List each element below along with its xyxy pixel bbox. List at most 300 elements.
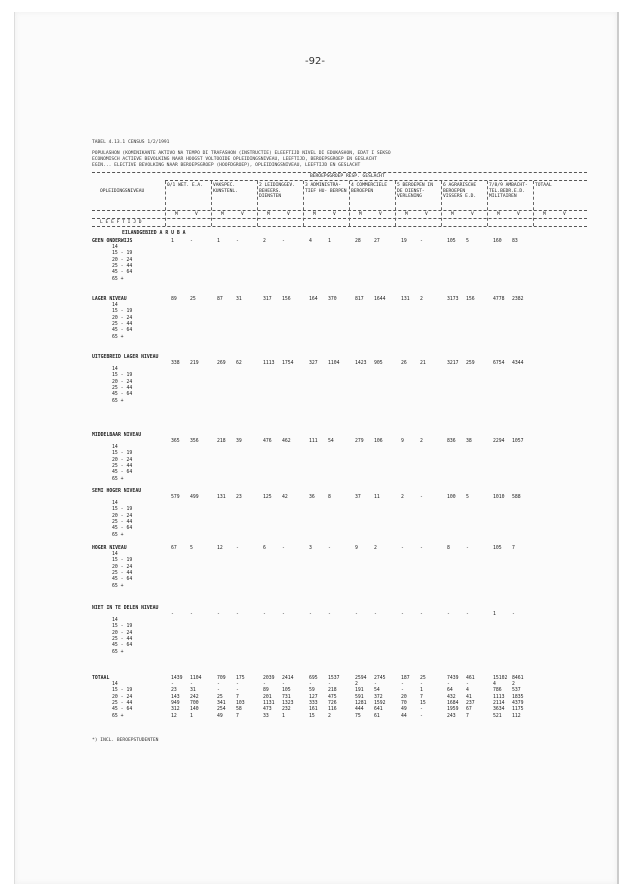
cell-value: 201 — [263, 694, 272, 700]
cell-value: 341 — [217, 700, 226, 706]
cell-value: 87 — [217, 297, 223, 302]
cell-value: 7 — [512, 546, 515, 551]
age-group-label: 14 — [112, 682, 118, 687]
cell-value: 125 — [263, 495, 272, 500]
cell-value: - — [401, 612, 404, 617]
cell-value: 1281 — [355, 700, 367, 706]
column-sex-m: M — [313, 212, 316, 217]
cell-value: 6 — [263, 546, 266, 551]
column-header: 5 BEROEPEN IN DE DIENST- VERLENING — [397, 183, 433, 200]
cell-value: 4344 — [512, 361, 524, 366]
age-group-label: 14 — [112, 501, 118, 506]
cell-value: 75 — [355, 713, 361, 719]
cell-value: 25 — [420, 676, 426, 681]
column-header: 7/8/9 AMBACHT- TEL.BEDR.E.D. MILITAIREN — [489, 183, 528, 200]
cell-value: 143 — [171, 694, 180, 700]
cell-value: 1 — [420, 688, 423, 694]
cell-value: - — [420, 612, 423, 617]
cell-value: 44 — [401, 713, 407, 719]
age-group-label: 45 - 64 — [112, 270, 133, 276]
cell-value: - — [328, 612, 331, 617]
cell-value: 105 — [282, 688, 291, 694]
column-sex-v: V — [425, 212, 428, 217]
cell-value: 49 — [401, 707, 407, 713]
header-rule — [92, 218, 587, 219]
cell-value: - — [374, 682, 377, 687]
cell-value: 2294 — [493, 439, 505, 444]
cell-value: 37 — [355, 495, 361, 500]
cell-value: 106 — [374, 439, 383, 444]
age-group-label: 14 — [112, 552, 118, 557]
cell-value: 7439 — [447, 676, 459, 681]
cell-value: - — [420, 239, 423, 244]
cell-value: 23 — [236, 495, 242, 500]
cell-value: 28 — [355, 239, 361, 244]
cell-value: 100 — [447, 495, 456, 500]
cell-value: 140 — [190, 707, 199, 713]
cell-value: 187 — [401, 676, 410, 681]
cell-value: - — [236, 546, 239, 551]
cell-value: - — [420, 546, 423, 551]
cell-value: 67 — [171, 546, 177, 551]
cell-value: 70 — [401, 700, 407, 706]
column-header: 3 ADMINISTRA- TIEF HU- BERPEN — [305, 183, 347, 194]
cell-value: 105 — [493, 546, 502, 551]
cell-value: 444 — [355, 707, 364, 713]
cell-value: - — [282, 612, 285, 617]
column-sex-v: V — [471, 212, 474, 217]
cell-value: 8 — [447, 546, 450, 551]
cell-value: - — [420, 682, 423, 687]
cell-value: - — [171, 682, 174, 687]
column-sex-m: M — [175, 212, 178, 217]
table-id: TABEL 4.13.1 CENSUS 1/2/1991 — [92, 140, 170, 145]
cell-value: 1592 — [374, 700, 386, 706]
cell-value: - — [282, 239, 285, 244]
cell-value: 432 — [447, 694, 456, 700]
age-group-label: 14 — [112, 618, 118, 623]
cell-value: 3173 — [447, 297, 459, 302]
cell-value: 1684 — [447, 700, 459, 706]
cell-value: 15102 — [493, 676, 508, 681]
cell-value: 27 — [374, 239, 380, 244]
column-sex-m: M — [451, 212, 454, 217]
cell-value: 949 — [171, 700, 180, 706]
cell-value: 7 — [466, 713, 469, 719]
cell-value: 3 — [309, 546, 312, 551]
cell-value: 8 — [328, 495, 331, 500]
cell-value: 131 — [401, 297, 410, 302]
header-rule — [92, 226, 587, 227]
cell-value: 103 — [236, 700, 245, 706]
cell-value: 64 — [447, 688, 453, 694]
cell-value: - — [236, 688, 239, 694]
cell-value: 41 — [466, 694, 472, 700]
age-group-label: 14 — [112, 245, 118, 250]
cell-value: 20 — [401, 694, 407, 700]
age-group-label: 65 + — [112, 713, 124, 719]
cell-value: 1057 — [512, 439, 524, 444]
column-divider — [395, 181, 396, 226]
cell-value: 218 — [328, 688, 337, 694]
cell-value: 127 — [309, 694, 318, 700]
cell-value: 89 — [171, 297, 177, 302]
cell-value: 2414 — [282, 676, 294, 681]
cell-value: - — [512, 612, 515, 617]
age-group-label: 20 - 24 — [112, 315, 133, 321]
cell-value: 1754 — [282, 361, 294, 366]
cell-value: 338 — [171, 361, 180, 366]
column-header: 0/1 WET. E.A. — [167, 183, 203, 188]
age-group-label: 20 - 24 — [112, 630, 133, 636]
age-group-label: 45 - 64 — [112, 526, 133, 532]
age-group-label: 20 - 24 — [112, 457, 133, 463]
column-sex-v: V — [241, 212, 244, 217]
cell-value: 333 — [309, 700, 318, 706]
cell-value: - — [328, 682, 331, 687]
age-group-label: 45 - 64 — [112, 328, 133, 334]
age-group-label: 65 + — [112, 476, 124, 482]
cell-value: 5 — [466, 239, 469, 244]
cell-value: 6754 — [493, 361, 505, 366]
cell-value: 67 — [466, 707, 472, 713]
cell-value: 370 — [328, 297, 337, 302]
cell-value: 58 — [236, 707, 242, 713]
column-divider — [441, 181, 442, 226]
cell-value: 312 — [171, 707, 180, 713]
cell-value: - — [466, 682, 469, 687]
cell-value: 279 — [355, 439, 364, 444]
cell-value: 2382 — [512, 297, 524, 302]
cell-value: - — [466, 546, 469, 551]
age-group-label: 25 - 44 — [112, 463, 133, 469]
cell-value: - — [309, 612, 312, 617]
cell-value: 695 — [309, 676, 318, 681]
cell-value: 579 — [171, 495, 180, 500]
cell-value: 1537 — [328, 676, 340, 681]
age-group-label: 65 + — [112, 583, 124, 589]
cell-value: 7 — [420, 694, 423, 700]
cell-value: 473 — [263, 707, 272, 713]
age-group-label: 65 + — [112, 334, 124, 340]
section-label: MIDDELBAAR NIVEAU — [92, 433, 142, 438]
cell-value: 4 — [493, 682, 496, 687]
age-group-label: 25 - 44 — [112, 519, 133, 525]
cell-value: 36 — [309, 495, 315, 500]
age-group-label: 14 — [112, 303, 118, 308]
header-rule — [92, 210, 587, 211]
section-label: HOGER NIVEAU — [92, 546, 127, 551]
cell-value: - — [282, 682, 285, 687]
cell-value: 1644 — [374, 297, 386, 302]
column-divider — [303, 181, 304, 226]
cell-value: 62 — [236, 361, 242, 366]
column-header: 2 LEIDINGGEV. BEHEERS. DIENSTEN — [259, 183, 295, 200]
age-group-label: 20 - 24 — [112, 564, 133, 570]
cell-value: 537 — [512, 688, 521, 694]
cell-value: - — [374, 612, 377, 617]
cell-value: 160 — [493, 239, 502, 244]
age-group-label: 15 - 19 — [112, 451, 133, 457]
cell-value: 2 — [263, 239, 266, 244]
cell-value: - — [190, 682, 193, 687]
age-group-label: 20 - 24 — [112, 379, 133, 385]
cell-value: 25 — [190, 297, 196, 302]
column-sex-m: M — [543, 212, 546, 217]
cell-value: 49 — [217, 713, 223, 719]
cell-value: 39 — [236, 439, 242, 444]
cell-value: 2 — [420, 297, 423, 302]
cell-value: 164 — [309, 297, 318, 302]
cell-value: 12 — [171, 713, 177, 719]
cell-value: - — [355, 612, 358, 617]
cell-value: 25 — [217, 694, 223, 700]
age-group-label: 15 - 19 — [112, 688, 133, 694]
section-label: NIET IN TE DELEN NIVEAU — [92, 606, 159, 611]
age-group-label: 20 - 24 — [112, 513, 133, 519]
cell-value: 1835 — [512, 694, 524, 700]
cell-value: - — [263, 682, 266, 687]
cell-value: 476 — [263, 439, 272, 444]
age-group-label: 14 — [112, 445, 118, 450]
cell-value: 1 — [171, 239, 174, 244]
cell-value: 1 — [493, 612, 496, 617]
cell-value: 641 — [374, 707, 383, 713]
column-divider — [211, 181, 212, 226]
cell-value: 11 — [374, 495, 380, 500]
cell-value: 372 — [374, 694, 383, 700]
cell-value: 1 — [282, 713, 285, 719]
cell-value: 54 — [374, 688, 380, 694]
cell-value: 21 — [420, 361, 426, 366]
header-rule — [165, 180, 587, 181]
cell-value: - — [401, 682, 404, 687]
age-group-label: 65 + — [112, 398, 124, 404]
header-rule — [92, 172, 587, 173]
cell-value: 26 — [401, 361, 407, 366]
cell-value: 61 — [374, 713, 380, 719]
age-group-label: 25 - 44 — [112, 700, 133, 706]
age-group-label: 45 - 64 — [112, 392, 133, 398]
age-group-label: 45 - 64 — [112, 643, 133, 649]
cell-value: 1010 — [493, 495, 505, 500]
group-caption: BEROEPSGROEP RESP. GESLACHT — [310, 174, 385, 179]
column-sex-v: V — [517, 212, 520, 217]
cell-value: - — [401, 546, 404, 551]
cell-value: 111 — [309, 439, 318, 444]
stub-label: OPLEIDINGSNIVEAU — [100, 189, 145, 194]
cell-value: 2 — [420, 439, 423, 444]
column-sex-m: M — [267, 212, 270, 217]
table-title-line: POPULASHON (KOMINIKANTE AKTIVO NA TEMPO DI TRAFASHON (INSTRUCTIE) ELEEFTIJD NIVEL DI EDUKASHON, EDAT I SEKSO — [92, 151, 391, 156]
cell-value: - — [190, 239, 193, 244]
column-header: 4 COMMERCIELE BEROEPEN — [351, 183, 387, 194]
cell-value: 161 — [309, 707, 318, 713]
cell-value: 2114 — [493, 700, 505, 706]
cell-value: 131 — [217, 495, 226, 500]
page-number: -92- — [305, 56, 325, 67]
cell-value: 237 — [466, 700, 475, 706]
cell-value: 8461 — [512, 676, 524, 681]
cell-value: 59 — [309, 688, 315, 694]
cell-value: 31 — [190, 688, 196, 694]
age-group-label: 25 - 44 — [112, 321, 133, 327]
cell-value: 1113 — [493, 694, 505, 700]
age-group-label: 15 - 19 — [112, 624, 133, 630]
cell-value: - — [171, 612, 174, 617]
cell-value: 317 — [263, 297, 272, 302]
cell-value: 175 — [236, 676, 245, 681]
age-group-label: 25 - 44 — [112, 636, 133, 642]
cell-value: 4 — [309, 239, 312, 244]
table-title-line: ECONOMISCH ACTIEVE BEVOLKING NAAR HOOGST VOLTOOIDE OPLEIDINGSNIVEAU, LEEFTIJD, BEROEPSGROEP EN GESLACHT — [92, 157, 377, 162]
age-group-label: 15 - 19 — [112, 507, 133, 513]
cell-value: 356 — [190, 439, 199, 444]
age-group-label: 15 - 19 — [112, 309, 133, 315]
cell-value: 521 — [493, 713, 502, 719]
cell-value: 83 — [512, 239, 518, 244]
column-divider — [257, 181, 258, 226]
cell-value: - — [420, 495, 423, 500]
cell-value: 2 — [355, 682, 358, 687]
region-label: EILANDGEBIED A R U B A — [122, 231, 186, 236]
cell-value: 232 — [282, 707, 291, 713]
cell-value: 475 — [328, 694, 337, 700]
cell-value: 12 — [217, 546, 223, 551]
cell-value: 42 — [282, 495, 288, 500]
cell-value: - — [401, 688, 404, 694]
cell-value: 1 — [328, 239, 331, 244]
cell-value: 2594 — [355, 676, 367, 681]
cell-value: - — [236, 682, 239, 687]
age-group-label: 25 - 44 — [112, 385, 133, 391]
age-group-label: 20 - 24 — [112, 257, 133, 263]
cell-value: 1131 — [263, 700, 275, 706]
cell-value: 3217 — [447, 361, 459, 366]
column-divider — [533, 181, 534, 226]
cell-value: 5 — [466, 495, 469, 500]
cell-value: 7 — [236, 713, 239, 719]
age-group-label: 14 — [112, 367, 118, 372]
age-group-label: 20 - 24 — [112, 694, 133, 700]
cell-value: - — [236, 239, 239, 244]
cell-value: 905 — [374, 361, 383, 366]
column-header: TOTAAL — [535, 183, 552, 188]
cell-value: - — [190, 612, 193, 617]
column-header: 6 AGRARISCHE BEROEPEN VISSERS E.D. — [443, 183, 477, 200]
cell-value: - — [217, 682, 220, 687]
cell-value: 709 — [217, 676, 226, 681]
footnote: *) INCL. BEROEPSTUDENTEN — [92, 738, 159, 743]
section-label: LAGER NIVEAU — [92, 297, 127, 302]
section-label: UITGEBREID LAGER NIVEAU — [92, 355, 159, 360]
cell-value: 105 — [447, 239, 456, 244]
column-divider — [165, 181, 166, 226]
cell-value: 9 — [355, 546, 358, 551]
section-label: GEEN ONDERWIJS — [92, 239, 133, 244]
cell-value: - — [420, 713, 423, 719]
cell-value: - — [217, 612, 220, 617]
age-group-label: 45 - 64 — [112, 707, 133, 713]
column-sex-m: M — [221, 212, 224, 217]
cell-value: 4379 — [512, 700, 524, 706]
age-group-label: 15 - 19 — [112, 558, 133, 564]
column-sex-v: V — [333, 212, 336, 217]
cell-value: 219 — [190, 361, 199, 366]
age-label: L E E F T I J D — [100, 220, 142, 225]
cell-value: 1104 — [190, 676, 202, 681]
cell-value: - — [236, 612, 239, 617]
cell-value: 3634 — [493, 707, 505, 713]
cell-value: 38 — [466, 439, 472, 444]
age-group-label: 65 + — [112, 276, 124, 282]
cell-value: 4778 — [493, 297, 505, 302]
cell-value: 1104 — [328, 361, 340, 366]
cell-value: 116 — [328, 707, 337, 713]
cell-value: 112 — [512, 713, 521, 719]
cell-value: 243 — [447, 713, 456, 719]
cell-value: 2 — [374, 546, 377, 551]
cell-value: 836 — [447, 439, 456, 444]
cell-value: 4 — [466, 688, 469, 694]
cell-value: - — [328, 546, 331, 551]
age-group-label: 25 - 44 — [112, 570, 133, 576]
cell-value: - — [466, 612, 469, 617]
column-sex-v: V — [195, 212, 198, 217]
cell-value: 2 — [512, 682, 515, 687]
cell-value: - — [217, 688, 220, 694]
cell-value: 191 — [355, 688, 364, 694]
cell-value: 1959 — [447, 707, 459, 713]
age-group-label: 45 - 64 — [112, 470, 133, 476]
cell-value: 33 — [263, 713, 269, 719]
cell-value: 2745 — [374, 676, 386, 681]
cell-value: 15 — [309, 713, 315, 719]
cell-value: 15 — [420, 700, 426, 706]
age-group-label: 25 - 44 — [112, 263, 133, 269]
cell-value: 726 — [328, 700, 337, 706]
cell-value: 1323 — [282, 700, 294, 706]
cell-value: 327 — [309, 361, 318, 366]
column-divider — [487, 181, 488, 226]
cell-value: 2039 — [263, 676, 275, 681]
cell-value: 269 — [217, 361, 226, 366]
cell-value: 786 — [493, 688, 502, 694]
cell-value: 499 — [190, 495, 199, 500]
cell-value: - — [447, 612, 450, 617]
cell-value: 591 — [355, 694, 364, 700]
column-sex-m: M — [497, 212, 500, 217]
column-sex-m: M — [405, 212, 408, 217]
column-divider — [349, 181, 350, 226]
cell-value: - — [309, 682, 312, 687]
cell-value: - — [420, 707, 423, 713]
cell-value: - — [447, 682, 450, 687]
column-sex-v: V — [379, 212, 382, 217]
cell-value: 19 — [401, 239, 407, 244]
table-title-line: EGIN... ELECTIVE BEVOLKING NAAR BEROEPSGROEP (HOOFDGROEP), OPLEIDINGSNIVEAU, LEEFTIJD EN GESLACHT — [92, 163, 361, 168]
column-header: VAKSPEC. KUNSTENL. — [213, 183, 238, 194]
cell-value: - — [282, 546, 285, 551]
cell-value: 254 — [217, 707, 226, 713]
age-group-label: 45 - 64 — [112, 577, 133, 583]
cell-value: 1175 — [512, 707, 524, 713]
cell-value: - — [263, 612, 266, 617]
cell-value: 461 — [466, 676, 475, 681]
cell-value: 7 — [236, 694, 239, 700]
cell-value: 89 — [263, 688, 269, 694]
cell-value: 588 — [512, 495, 521, 500]
